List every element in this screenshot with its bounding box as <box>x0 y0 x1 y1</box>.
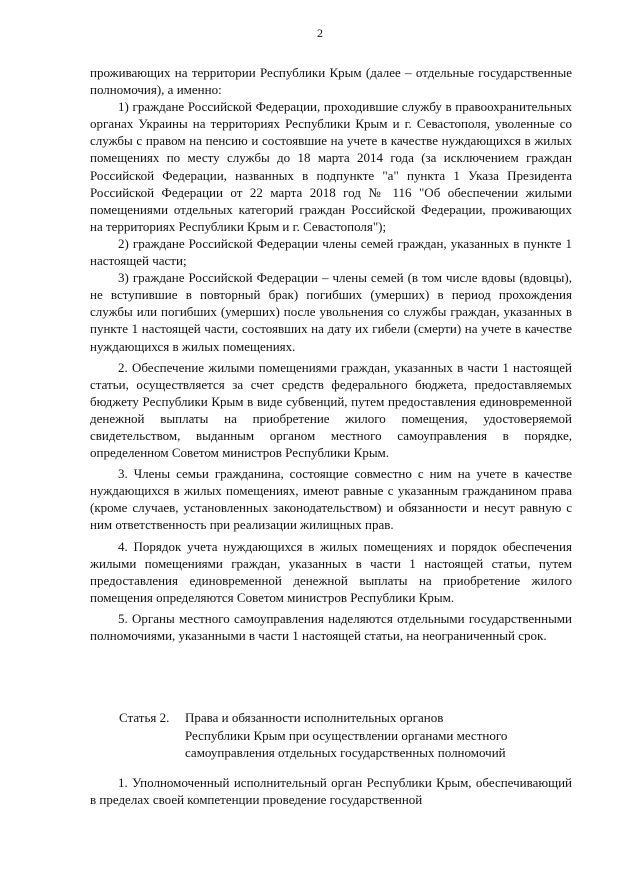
list-item-3: 3) граждане Российской Федерации – члены семей (в том числе вдовы (вдовцы), не вступившие в повторный брак) погибших (умерших) в период прохождения службы или погибших (умерших) после увольнения со службы граждан, указанных в пункте 1 настоящей части, состоявших на дату их гибели (смерти) на учете в качестве нуждающихся в жилых помещениях. <box>90 270 572 354</box>
paragraph-part-3: 3. Члены семьи гражданина, состоящие совместно с ним на учете в качестве нуждающихся в жилых помещениях, имеют равные с указанным гражданином права (кроме случаев, установленных законодательством) и обязанности и несут равную с ним ответственность при реализации жилищных прав. <box>90 466 572 533</box>
document-body <box>90 64 572 644</box>
paragraph-part-2: 2. Обеспечение жилыми помещениями граждан, указанных в части 1 настоящей статьи, осуществляется за счет средств федерального бюджета, предоставляемых бюджету Республики Крым в виде субвенций, путем предоставления единовременной денежной выплаты на приобретение жилого помещения, удостоверяемой свидетельством, выданным органом местного самоуправления в порядке, определенном Советом министров Республики Крым. <box>90 359 572 461</box>
paragraph-part-5: 5. Органы местного самоуправления наделяются отдельными государственными полномочиями, указанными в части 1 настоящей статьи, на неограниченный срок. <box>90 610 572 643</box>
article-title-line-2: Республики Крым при осуществлении органами местного <box>185 727 508 743</box>
article-label: Статья 2. <box>119 710 170 725</box>
article-heading <box>119 709 589 762</box>
list-item-2: 2) граждане Российской Федерации члены семей граждан, указанных в пункте 1 настоящей части; <box>90 235 572 269</box>
page-number: 2 <box>317 26 323 40</box>
article-title-line-3: самоуправления отдельных государственных полномочий <box>185 745 506 760</box>
paragraph-part-4: 4. Порядок учета нуждающихся в жилых помещениях и порядок обеспечения жилыми помещениями граждан, указанных в части 1 настоящей статьи, путем предоставления единовременной денежной выплаты на приобретение жилого помещения определяются Советом министров Республики Крым. <box>90 538 572 605</box>
article-title-line-1: Права и обязанности исполнительных органов <box>185 710 444 725</box>
list-item-1: 1) граждане Российской Федерации, проходившие службу в правоохранительных органах Украины на территориях Республики Крым и г. Севастополя, уволенные со службы с правом на пенсию и состоявшие на учете в качестве нуждающихся в жилых помещениях по месту службы до 18 марта 2014 года (за исключением граждан Российской Федерации, названных в подпункте "а" пункта 1 Указа Президента Российской Федерации от 22 марта 2018 год № 116 "Об обеспечении жилыми помещениями отдельных категорий граждан Российской Федерации, проживающих на территориях Республики Крым и г. Севастополя"); <box>90 99 572 234</box>
paragraph-intro: проживающих на территории Республики Крым (далее – отдельные государственные полномочия), а именно: <box>90 65 572 98</box>
article-2-paragraph-1: 1. Уполномоченный исполнительный орган Республики Крым, обеспечивающий в пределах своей компетенции проведение государственной <box>90 775 572 808</box>
article-2-body <box>90 774 572 808</box>
